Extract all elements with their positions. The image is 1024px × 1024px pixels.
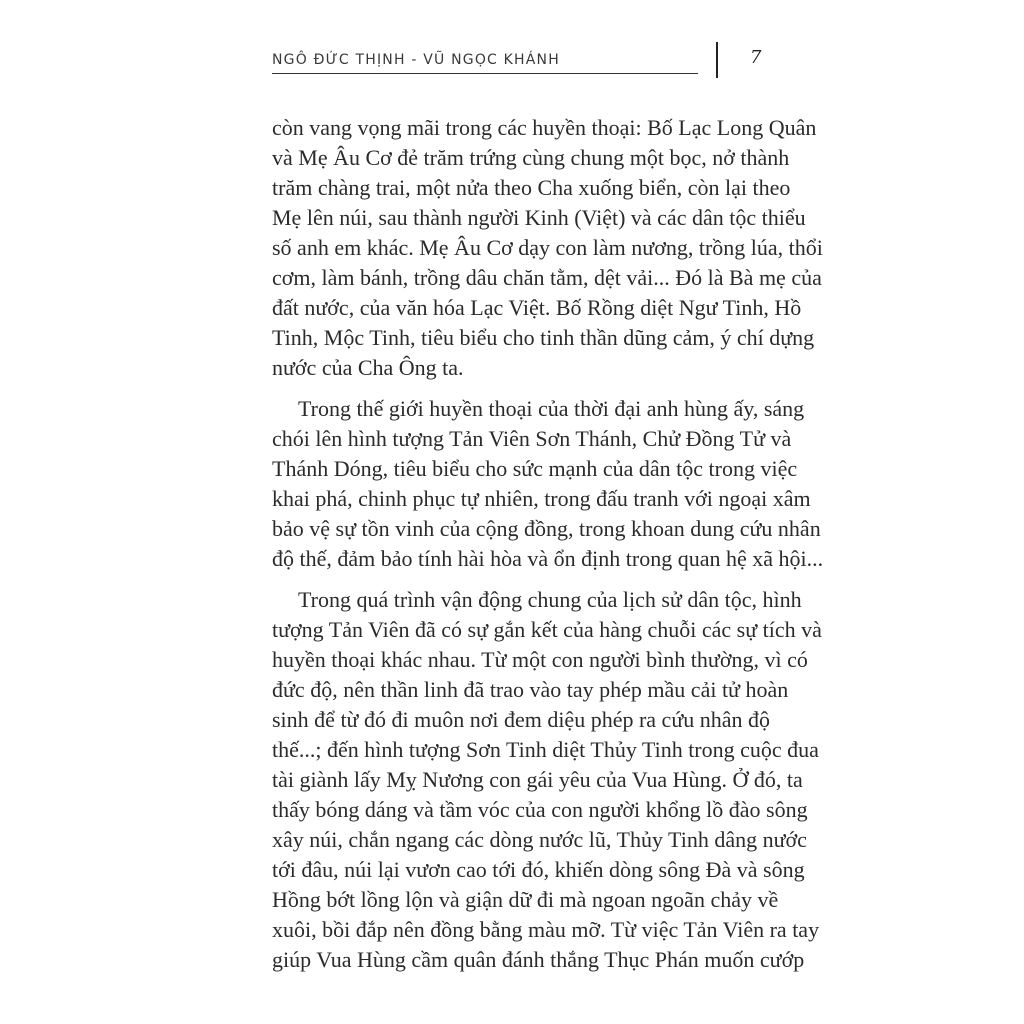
text-line: khai phá, chinh phục tự nhiên, trong đấu tranh với ngoại xâm xyxy=(272,486,811,511)
text-line: thấy bóng dáng và tầm vóc của con người khổng lồ đào sông xyxy=(272,797,808,822)
text-line: xây núi, chắn ngang các dòng nước lũ, Thủy Tinh dâng nước xyxy=(272,827,807,852)
text-line: Hồng bớt lồng lộn và giận dữ đi mà ngoan ngoãn chảy về xyxy=(272,887,779,912)
text-line: và Mẹ Âu Cơ đẻ trăm trứng cùng chung một bọc, nở thành xyxy=(272,145,790,170)
paragraph-spacer xyxy=(272,574,764,585)
text-line: chói lên hình tượng Tản Viên Sơn Thánh, Chử Đồng Tử và xyxy=(272,426,792,451)
paragraph-1 xyxy=(272,113,823,383)
text-line: Trong quá trình vận động chung của lịch sử dân tộc, hình xyxy=(298,587,802,612)
text-line: Tinh, Mộc Tinh, tiêu biểu cho tinh thần dũng cảm, ý chí dựng xyxy=(272,325,815,350)
text-line: tượng Tản Viên đã có sự gắn kết của hàng chuỗi các sự tích và xyxy=(272,617,822,642)
text-line: sinh để từ đó đi muôn nơi đem diệu phép ra cứu nhân độ xyxy=(272,707,771,732)
text-line: độ thế, đảm bảo tính hài hòa và ổn định trong quan hệ xã hội... xyxy=(272,546,824,571)
text-line: huyền thoại khác nhau. Từ một con người bình thường, vì có xyxy=(272,647,808,672)
paragraph-spacer xyxy=(272,383,764,394)
text-line: đức độ, nên thần linh đã trao vào tay phép mầu cải tử hoàn xyxy=(272,677,789,702)
text-line: còn vang vọng mãi trong các huyền thoại: Bố Lạc Long Quân xyxy=(272,115,817,140)
text-line: Mẹ lên núi, sau thành người Kinh (Việt) và các dân tộc thiểu xyxy=(272,205,806,230)
text-line: giúp Vua Hùng cầm quân đánh thắng Thục Phán muốn cướp xyxy=(272,947,805,972)
text-line: số anh em khác. Mẹ Âu Cơ dạy con làm nương, trồng lúa, thổi xyxy=(272,235,823,260)
header-rule xyxy=(272,73,698,74)
text-line: tài giành lấy Mỵ Nương con gái yêu của Vua Hùng. Ở đó, ta xyxy=(272,767,803,792)
text-line: trăm chàng trai, một nửa theo Cha xuống biển, còn lại theo xyxy=(272,175,791,200)
page-number: 7 xyxy=(750,47,762,68)
text-line: cơm, làm bánh, trồng dâu chăn tằm, dệt vải... Đó là Bà mẹ của xyxy=(272,265,822,290)
text-line: nước của Cha Ông ta. xyxy=(272,355,464,380)
paragraph-3 xyxy=(272,585,822,975)
text-line: tới đâu, núi lại vươn cao tới đó, khiến dòng sông Đà và sông xyxy=(272,857,805,882)
text-line: Trong thế giới huyền thoại của thời đại anh hùng ấy, sáng xyxy=(298,396,805,421)
text-line: đất nước, của văn hóa Lạc Việt. Bố Rồng diệt Ngư Tinh, Hồ xyxy=(272,295,802,320)
body-text xyxy=(272,113,824,975)
running-head: NGÔ ĐỨC THỊNH - VŨ NGỌC KHÁNH xyxy=(272,52,560,68)
text-line: Thánh Dóng, tiêu biểu cho sức mạnh của dân tộc trong việc xyxy=(272,456,798,481)
page-number-divider xyxy=(716,42,718,78)
text-line: bảo vệ sự tồn vinh của cộng đồng, trong khoan dung cứu nhân xyxy=(272,516,821,541)
paragraph-2 xyxy=(272,394,824,574)
text-line: thế...; đến hình tượng Sơn Tinh diệt Thủy Tinh trong cuộc đua xyxy=(272,737,819,762)
text-line: xuôi, bồi đắp nên đồng bằng màu mỡ. Từ việc Tản Viên ra tay xyxy=(272,917,820,942)
